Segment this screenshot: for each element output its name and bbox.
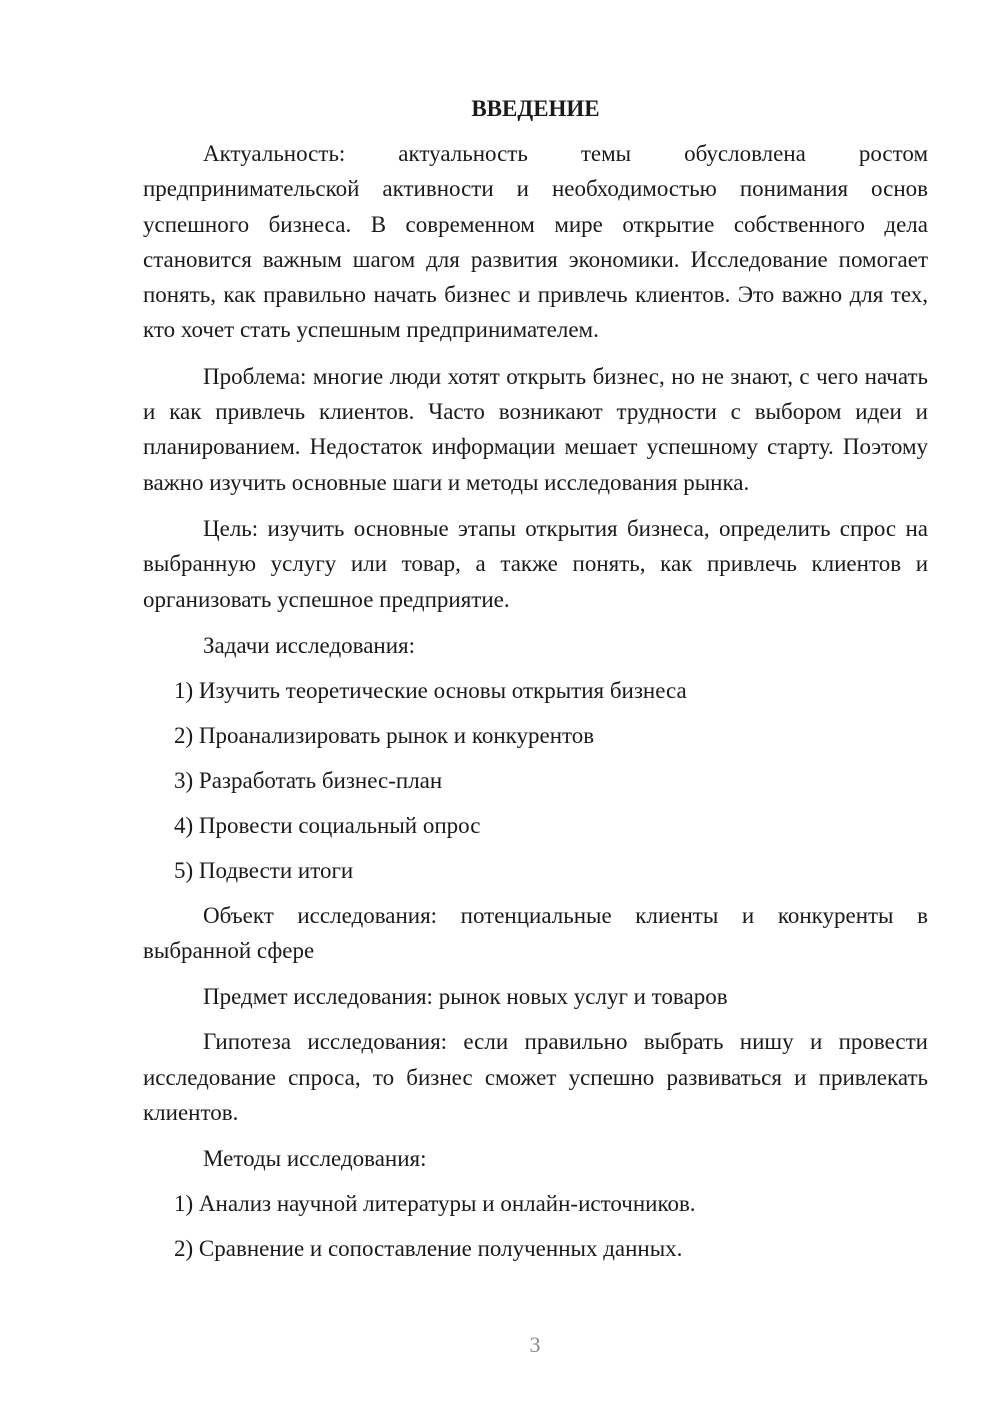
methods-list bbox=[143, 1186, 928, 1266]
list-item: 4) Провести социальный опрос bbox=[174, 812, 481, 838]
list-item: 1) Анализ научной литературы и онлайн-источников. bbox=[174, 1191, 696, 1217]
tasks-title: Задачи исследования: bbox=[203, 632, 416, 658]
subject-paragraph: Предмет исследования: рынок новых услуг и товаров bbox=[203, 984, 728, 1010]
section-heading: ВВЕДЕНИЕ bbox=[471, 96, 600, 121]
relevance-paragraph: Актуальность: актуальность темы обусловлена ростом предпринимательской активности и необходимостью понимания основ успешного бизнеса. В современном мире открытие собственного дела становится важным шагом для развития экономики. Исследование помогает понять, как правильно начать бизнес и привлечь клиентов. Это важно для тех, кто хочет стать успешным предпринимателем. bbox=[143, 141, 928, 343]
list-item: 2) Проанализировать рынок и конкурентов bbox=[174, 722, 595, 748]
document-body bbox=[143, 92, 928, 1276]
list-item: 2) Сравнение и сопоставление полученных данных. bbox=[174, 1236, 683, 1262]
hypothesis-paragraph: Гипотеза исследования: если правильно выбрать нишу и провести исследование спроса, то бизнес сможет успешно развиваться и привлекать клиентов. bbox=[143, 1029, 928, 1126]
object-paragraph: Объект исследования: потенциальные клиенты и конкуренты в выбранной сфере bbox=[143, 902, 928, 964]
methods-title: Методы исследования: bbox=[203, 1146, 427, 1172]
page-number: 3 bbox=[529, 1332, 541, 1357]
goal-paragraph: Цель: изучить основные этапы открытия бизнеса, определить спрос на выбранную услугу или товар, а также понять, как привлечь клиентов и организовать успешное предприятие. bbox=[143, 515, 928, 612]
list-item: 1) Изучить теоретические основы открытия бизнеса bbox=[174, 677, 687, 703]
list-item: 3) Разработать бизнес-план bbox=[174, 767, 443, 793]
list-item: 5) Подвести итоги bbox=[174, 857, 354, 883]
problem-paragraph: Проблема: многие люди хотят открыть бизнес, но не знают, с чего начать и как привлечь клиентов. Часто возникают трудности с выбором идеи и планированием. Недостаток информации мешает успешному старту. Поэтому важно изучить основные шаги и методы исследования рынка. bbox=[143, 363, 928, 495]
tasks-list bbox=[143, 673, 928, 888]
